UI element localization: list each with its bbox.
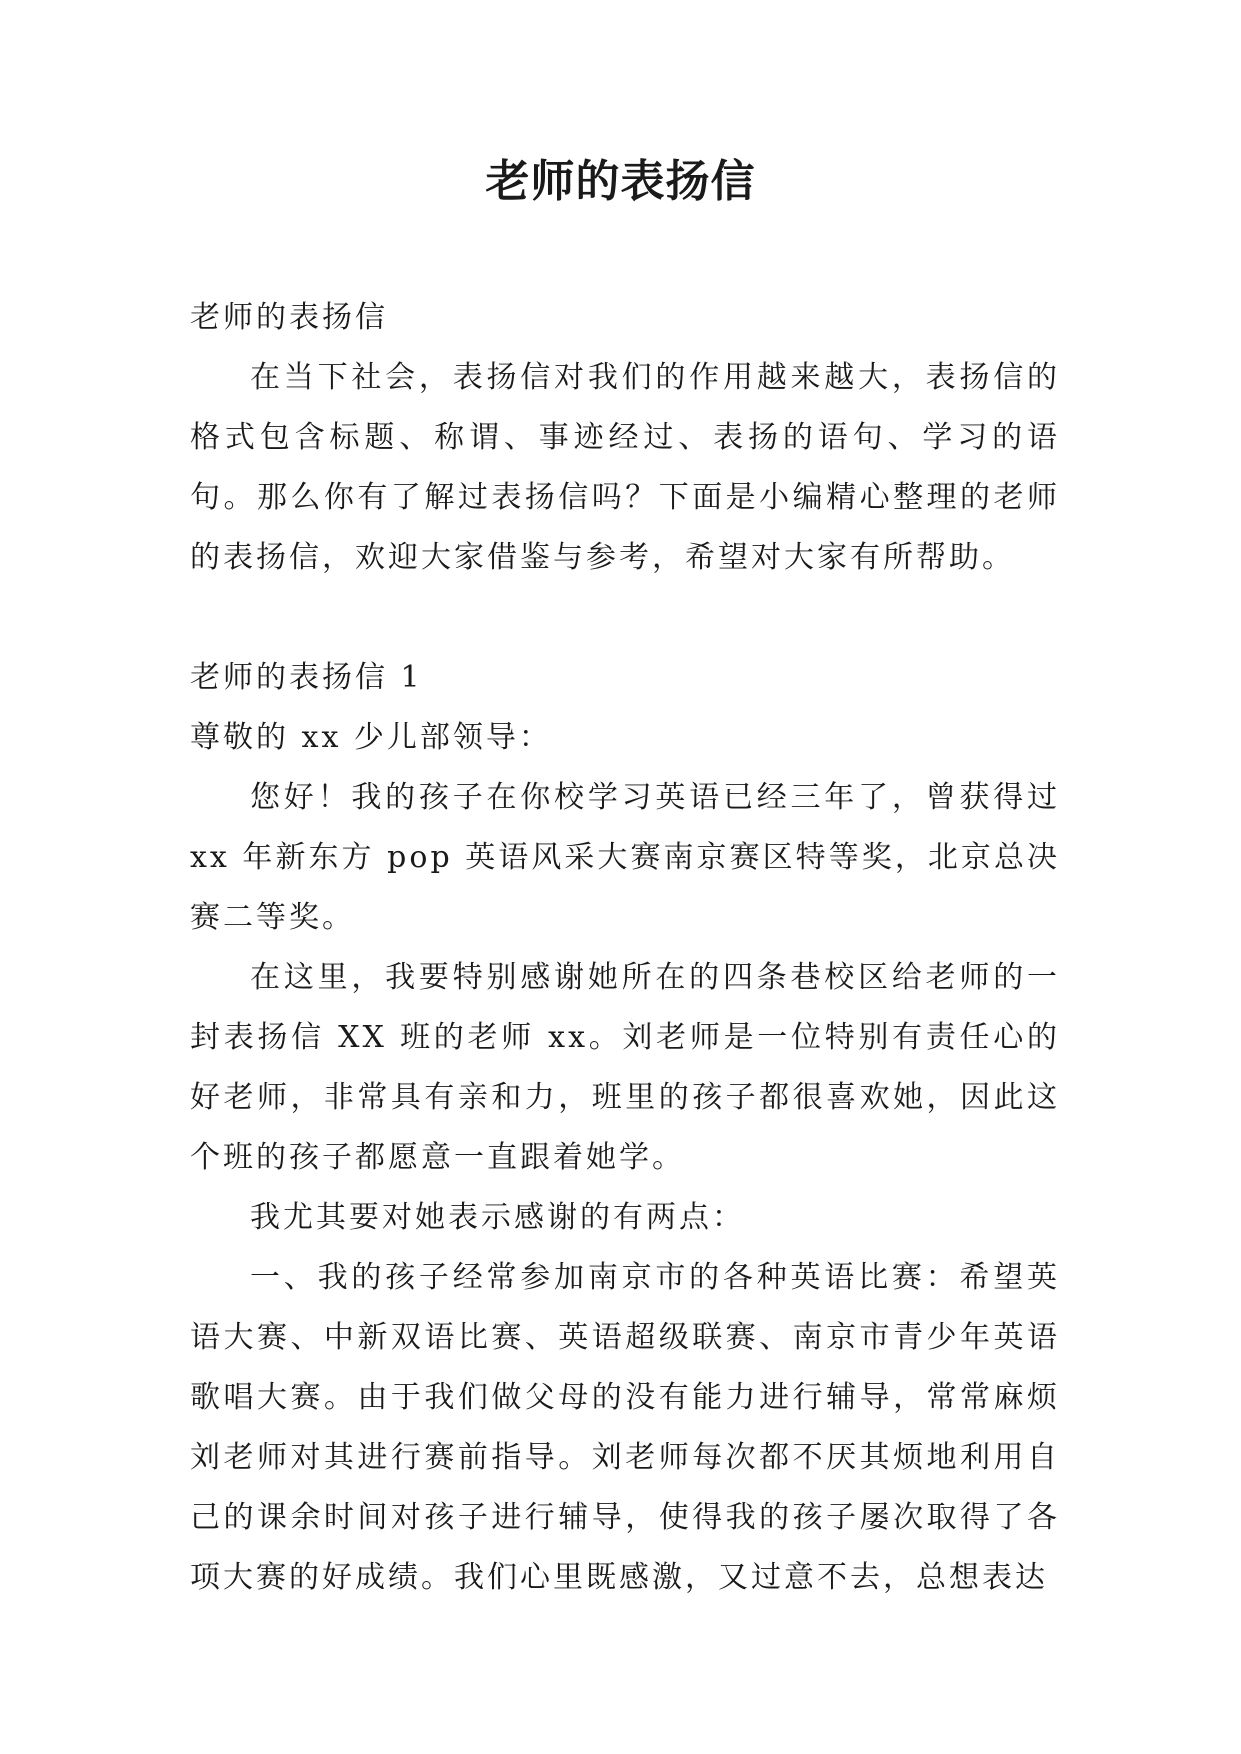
letter-salutation: 尊敬的 xx 少儿部领导： bbox=[190, 720, 552, 755]
document-body bbox=[190, 288, 1060, 1608]
letter-paragraph: 在这里，我要特别感谢她所在的四条巷校区给老师的一封表扬信 XX 班的老师 xx。刘老师是一位特别有责任心的好老师，非常具有亲和力，班里的孩子都很喜欢她，因此这个班的孩子都愿意一直跟着她学。 bbox=[190, 960, 1060, 1175]
intro-paragraph: 在当下社会，表扬信对我们的作用越来越大，表扬信的格式包含标题、称谓、事迹经过、表扬的语句、学习的语句。那么你有了解过表扬信吗？下面是小编精心整理的老师的表扬信，欢迎大家借鉴与参考，希望对大家有所帮助。 bbox=[190, 360, 1060, 575]
letter-paragraph: 您好！我的孩子在你校学习英语已经三年了，曾获得过 xx 年新东方 pop 英语风采大赛南京赛区特等奖，北京总决赛二等奖。 bbox=[190, 780, 1060, 935]
document-subtitle: 老师的表扬信 bbox=[190, 300, 388, 335]
letter-paragraph: 一、我的孩子经常参加南京市的各种英语比赛：希望英语大赛、中新双语比赛、英语超级联赛、南京市青少年英语歌唱大赛。由于我们做父母的没有能力进行辅导，常常麻烦刘老师对其进行赛前指导。刘老师每次都不厌其烦地利用自己的课余时间对孩子进行辅导，使得我的孩子屡次取得了各项大赛的好成绩。我们心里既感激，又过意不去，总想表达 bbox=[190, 1260, 1060, 1595]
section-heading: 老师的表扬信 1 bbox=[190, 660, 423, 695]
letter-paragraph: 我尤其要对她表示感谢的有两点： bbox=[250, 1200, 745, 1235]
paragraph-spacer bbox=[190, 588, 1060, 648]
document-title: 老师的表扬信 bbox=[485, 156, 756, 207]
